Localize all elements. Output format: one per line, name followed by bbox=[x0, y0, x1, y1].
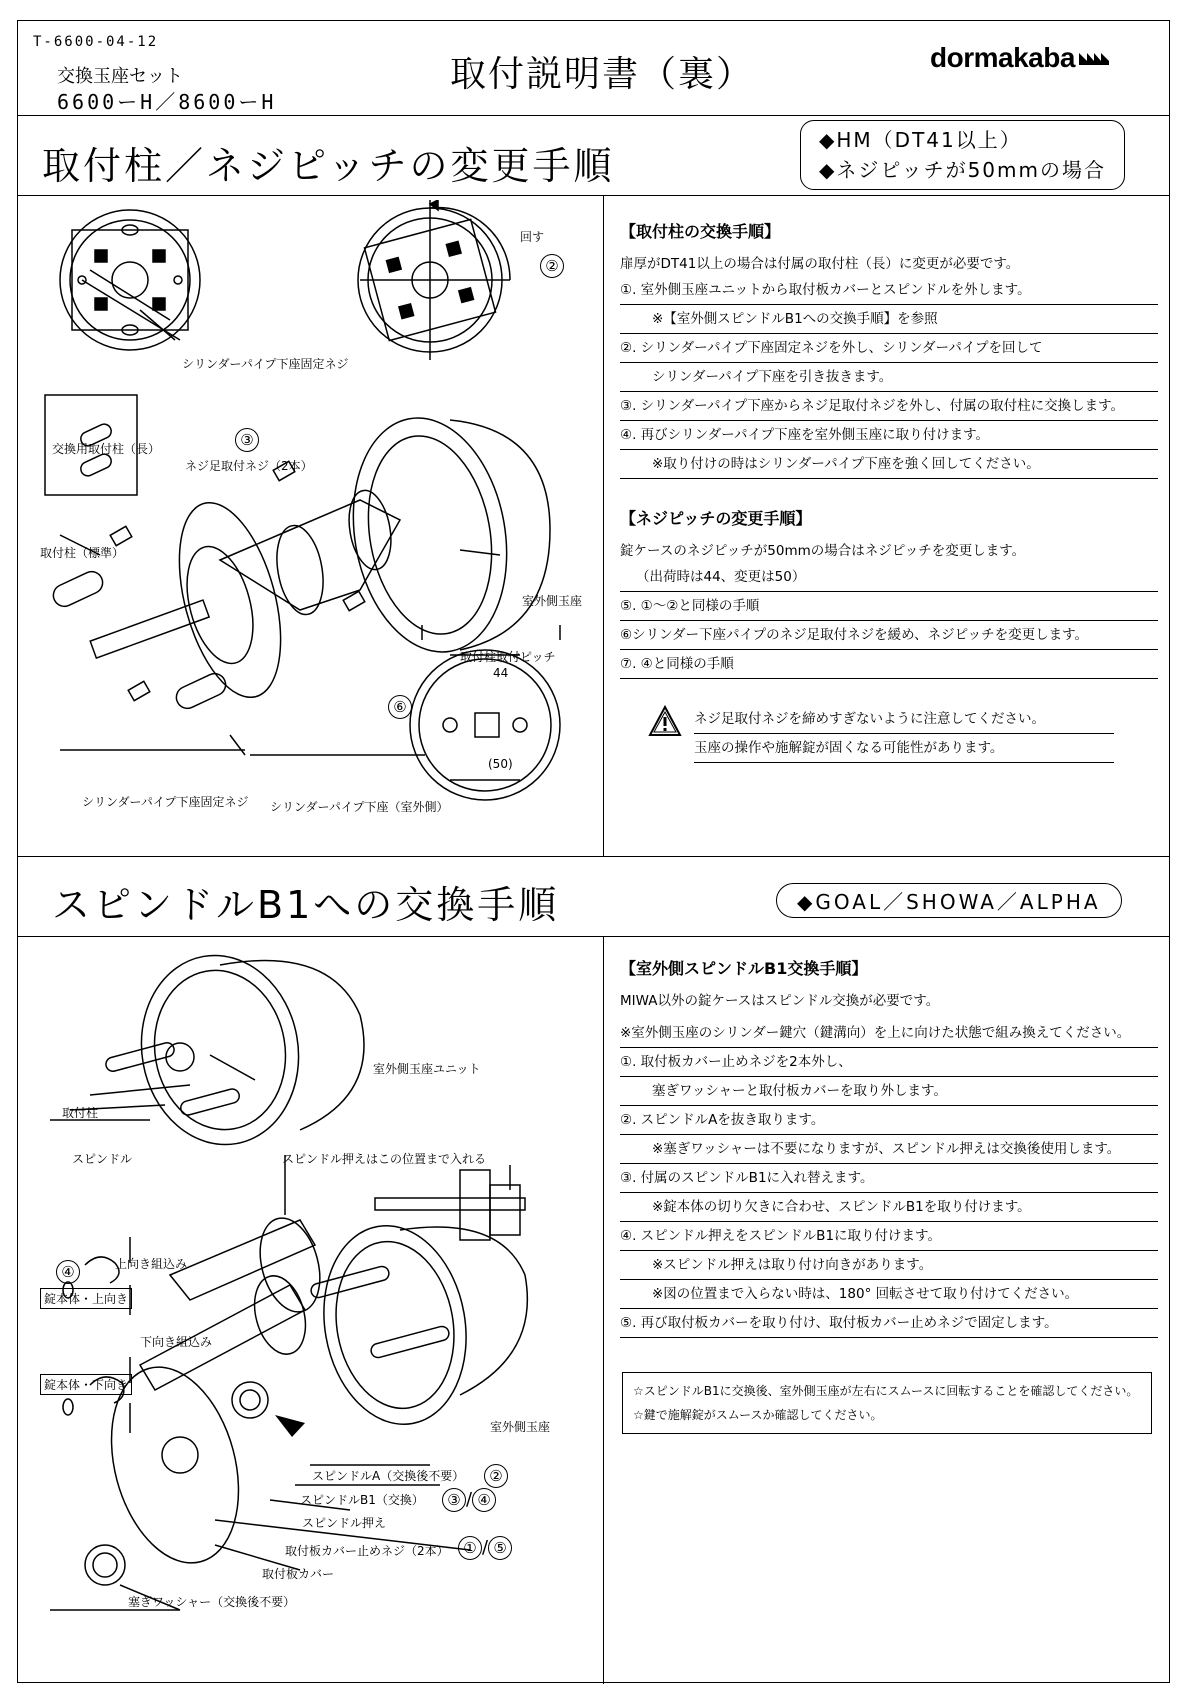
section1-title: 取付柱／ネジピッチの変更手順 bbox=[42, 144, 615, 188]
instruction-line: ※スピンドル押えは取り付け向きがあります。 bbox=[620, 1251, 1158, 1280]
spindle-b1-label: スピンドルB1（交換） bbox=[300, 1493, 424, 1507]
section2-applies: ◆GOAL／SHOWA／ALPHA bbox=[776, 883, 1122, 918]
outer-unit-label: 室外側玉座ユニット bbox=[373, 1062, 481, 1076]
downward-label: 下向き組込み bbox=[140, 1335, 213, 1349]
instruction-line: ①. 取付板カバー止めネジを2本外し、 bbox=[620, 1048, 1158, 1077]
screw-label: ネジ足取付ネジ（2本） bbox=[185, 459, 313, 473]
cover-label: 取付板カバー bbox=[262, 1567, 335, 1581]
instruction-line: ⑦. ④と同様の手順 bbox=[620, 650, 1158, 679]
upward-label: 上向き組込み bbox=[115, 1257, 188, 1271]
caution-box bbox=[648, 705, 1114, 763]
instruction-line: ※【室外側スピンドルB1への交換手順】を参照 bbox=[620, 305, 1158, 334]
instruction-line: ②. シリンダーパイプ下座固定ネジを外し、シリンダーパイプを回して bbox=[620, 334, 1158, 363]
instruction-line: ※塞ぎワッシャーは不要になりますが、スピンドル押えは交換後使用します。 bbox=[620, 1135, 1158, 1164]
instruction-line: ④. スピンドル押えをスピンドルB1に取り付けます。 bbox=[620, 1222, 1158, 1251]
spindle-a-label: スピンドルA（交換後不要） bbox=[312, 1469, 465, 1483]
instruction-line: ③. 付属のスピンドルB1に入れ替えます。 bbox=[620, 1164, 1158, 1193]
pitch-44: 44 bbox=[493, 666, 509, 680]
instruction-line: ※錠本体の切り欠きに合わせ、スピンドルB1を取り付けます。 bbox=[620, 1193, 1158, 1222]
section1-instructions bbox=[620, 218, 1158, 679]
step-number: ⑤ bbox=[488, 1536, 512, 1560]
pitch-label: 取付柱取付ピッチ bbox=[460, 650, 556, 664]
cylinder-pipe-base-label: シリンダーパイプ下座（室外側） bbox=[270, 800, 449, 814]
step-number: ⑥ bbox=[388, 695, 412, 719]
post-label: 取付柱 bbox=[62, 1106, 99, 1120]
instruction-line: （出荷時は44、変更は50） bbox=[620, 563, 1158, 592]
step-badge-pair bbox=[442, 1488, 496, 1512]
post-pitch-diagram bbox=[30, 200, 590, 830]
divider bbox=[18, 936, 1169, 937]
section2-title: スピンドルB1への交換手順 bbox=[52, 883, 560, 927]
cover-screw-label: 取付板カバー止めネジ（2本） bbox=[285, 1544, 449, 1558]
warning-icon bbox=[648, 705, 682, 737]
outer-rose-label-2: 室外側玉座 bbox=[490, 1420, 551, 1434]
instruction-line: ②. スピンドルAを抜き取ります。 bbox=[620, 1106, 1158, 1135]
section1-applies bbox=[800, 120, 1125, 190]
spindle-label: スピンドル bbox=[72, 1152, 133, 1166]
applies-item: ◆ネジピッチが50mmの場合 bbox=[819, 158, 1106, 182]
instruction-line: 扉厚がDT41以上の場合は付属の取付柱（長）に変更が必要です。 bbox=[620, 256, 1020, 272]
step-number: ③ bbox=[235, 428, 259, 452]
instruction-line: ※取り付けの時はシリンダーパイプ下座を強く回してください。 bbox=[620, 450, 1158, 479]
step-badge bbox=[484, 1464, 508, 1488]
instruction-line: ⑥シリンダー下座パイプのネジ足取付ネジを緩め、ネジピッチを変更します。 bbox=[620, 621, 1158, 650]
instruction-line: ※室外側玉座のシリンダー鍵穴（鍵溝向）を上に向けた状態で組み換えてください。 bbox=[620, 1019, 1158, 1048]
lock-down-label: 錠本体・下向き bbox=[40, 1374, 132, 1395]
instruction-line: ③. シリンダーパイプ下座からネジ足取付ネジを外し、付属の取付柱に交換します。 bbox=[620, 392, 1158, 421]
pitch-50: (50) bbox=[488, 757, 513, 771]
press-note-label: スピンドル押えはこの位置まで入れる bbox=[282, 1152, 487, 1166]
divider bbox=[18, 115, 1169, 116]
block-heading: 【ネジピッチの変更手順】 bbox=[620, 509, 812, 528]
instruction-line: ⑤. ①〜②と同様の手順 bbox=[620, 592, 1158, 621]
brand-logo bbox=[930, 42, 1109, 74]
cylinder-pipe-screw-label-2: シリンダーパイプ下座固定ネジ bbox=[82, 795, 249, 809]
applies-item: ◆HM（DT41以上） bbox=[819, 128, 1022, 152]
washer-label: 塞ぎワッシャー（交換後不要） bbox=[128, 1595, 296, 1609]
product-code: 6600ーH／8600ーH bbox=[57, 90, 277, 114]
step-badge bbox=[540, 254, 564, 278]
lock-up-label: 錠本体・上向き bbox=[40, 1288, 132, 1309]
brand-name: dormakaba bbox=[930, 42, 1075, 73]
doc-id: T-6600-04-12 bbox=[33, 34, 159, 50]
block-heading: 【室外側スピンドルB1交換手順】 bbox=[620, 959, 868, 978]
step-number: ④ bbox=[472, 1488, 496, 1512]
caution-line: 玉座の操作や施解錠が固くなる可能性があります。 bbox=[694, 734, 1114, 763]
divider bbox=[603, 195, 604, 856]
page-title: 取付説明書（裏） bbox=[450, 54, 755, 95]
rotate-label: 回す bbox=[520, 230, 545, 244]
step-badge bbox=[235, 428, 259, 452]
note-line: ☆スピンドルB1に交換後、室外側玉座が左右にスムースに回転することを確認してください。 bbox=[633, 1384, 1139, 1398]
caution-line: ネジ足取付ネジを締めすぎないように注意してください。 bbox=[694, 705, 1114, 734]
divider bbox=[18, 195, 1169, 196]
slash: / bbox=[466, 1489, 473, 1510]
step-number: ② bbox=[540, 254, 564, 278]
cylinder-pipe-screw-label: シリンダーパイプ下座固定ネジ bbox=[182, 357, 349, 371]
step-badge bbox=[388, 695, 412, 719]
step-number: ① bbox=[458, 1536, 482, 1560]
spindle-press-label: スピンドル押え bbox=[302, 1516, 387, 1530]
standard-post-label: 取付柱（標準） bbox=[40, 546, 125, 560]
divider bbox=[603, 936, 604, 1684]
instruction-line: 塞ぎワッシャーと取付板カバーを取り外します。 bbox=[620, 1077, 1158, 1106]
section2-instructions bbox=[620, 955, 1158, 1338]
block-heading: 【取付柱の交換手順】 bbox=[620, 222, 781, 241]
instruction-line: 錠ケースのネジピッチが50mmの場合はネジピッチを変更します。 bbox=[620, 543, 1026, 559]
divider bbox=[18, 856, 1169, 857]
spare-post-label: 交換用取付柱（長） bbox=[52, 442, 161, 456]
step-number: ② bbox=[484, 1464, 508, 1488]
step-badge-pair bbox=[458, 1536, 512, 1560]
notes-box bbox=[622, 1372, 1152, 1434]
step-number: ③ bbox=[442, 1488, 466, 1512]
instruction-line: ①. 室外側玉座ユニットから取付板カバーとスピンドルを外します。 bbox=[620, 276, 1158, 305]
slash: / bbox=[482, 1537, 489, 1558]
brand-mark-icon bbox=[1079, 51, 1109, 65]
instruction-line: ※図の位置まで入らない時は、180° 回転させて取り付けてください。 bbox=[620, 1280, 1158, 1309]
product-name: 交換玉座セット bbox=[57, 66, 183, 87]
instruction-line: ⑤. 再び取付板カバーを取り付け、取付板カバー止めネジで固定します。 bbox=[620, 1309, 1158, 1338]
instruction-line: ④. 再びシリンダーパイプ下座を室外側玉座に取り付けます。 bbox=[620, 421, 1158, 450]
instruction-line: MIWA以外の錠ケースはスピンドル交換が必要です。 bbox=[620, 993, 940, 1009]
step-number: ④ bbox=[56, 1260, 80, 1284]
outer-rose-label: 室外側玉座 bbox=[522, 594, 583, 608]
step-badge bbox=[56, 1260, 80, 1284]
instruction-line: シリンダーパイプ下座を引き抜きます。 bbox=[620, 363, 1158, 392]
note-line: ☆鍵で施解錠がスムースか確認してください。 bbox=[633, 1408, 883, 1422]
